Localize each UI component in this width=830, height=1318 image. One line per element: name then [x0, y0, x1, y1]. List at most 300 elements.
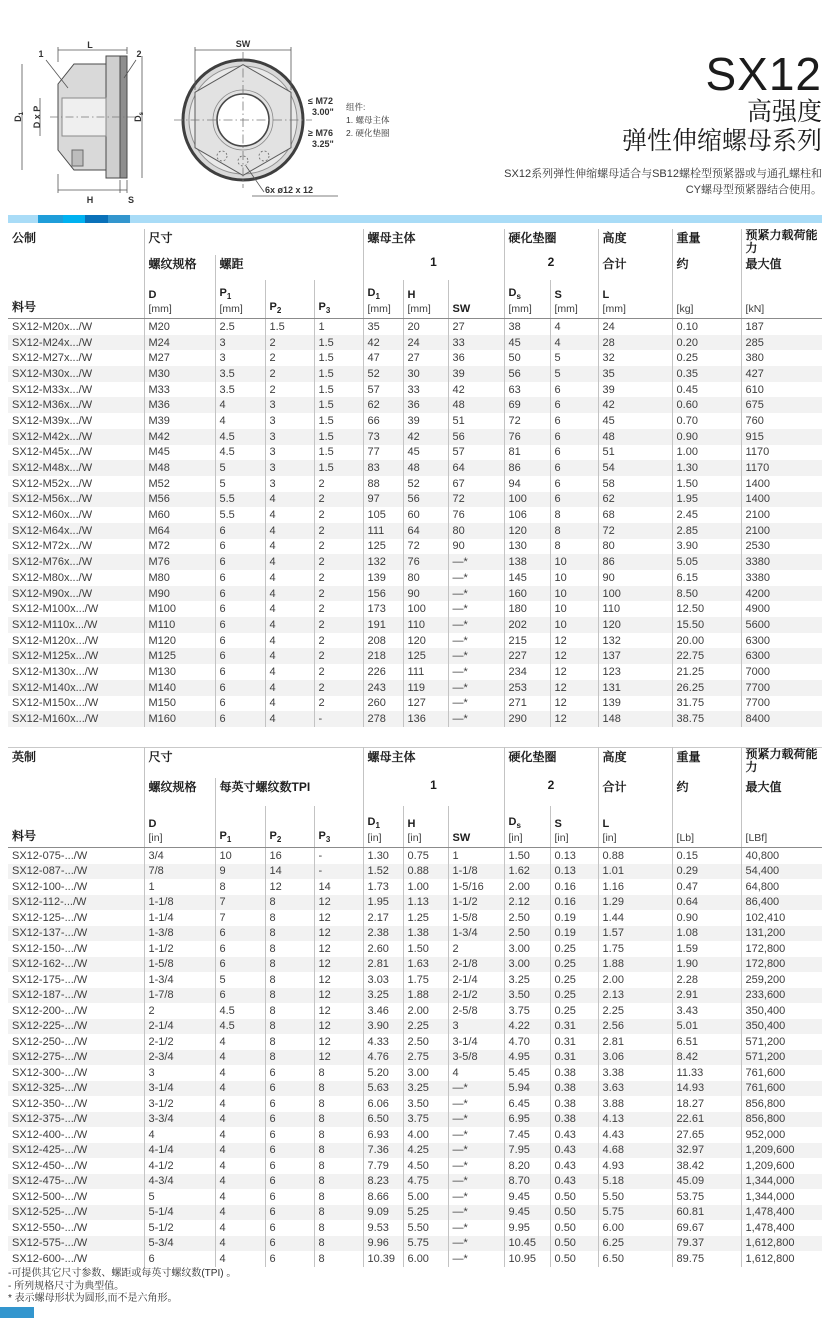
table-cell: 50 [504, 350, 550, 366]
table-cell: —* [448, 1158, 504, 1174]
table-cell: 131,200 [741, 926, 822, 942]
table-cell: 4.5 [215, 1019, 265, 1035]
table-cell: 6.95 [504, 1112, 550, 1128]
table-row [8, 492, 822, 508]
table-cell: 20.00 [672, 633, 741, 649]
table-cell: 3.46 [363, 1003, 403, 1019]
table-cell: 6.00 [403, 1251, 448, 1267]
table-cell: 3 [265, 429, 314, 445]
column-header: L [mm] [598, 280, 672, 319]
table-cell: 3 [265, 397, 314, 413]
table-cell: 2530 [741, 539, 822, 555]
table-cell: 119 [403, 680, 448, 696]
part-number-cell: SX12-M130x.../W [12, 665, 99, 678]
table-cell: 2 [314, 601, 363, 617]
part-number-cell: SX12-087-.../W [12, 865, 88, 878]
table-cell: 2.50 [403, 1034, 448, 1050]
table-cell: 4 [265, 523, 314, 539]
table-cell: 1.13 [403, 895, 448, 911]
table-cell: 4 [265, 492, 314, 508]
table-cell: 8.50 [672, 586, 741, 602]
part-number-cell: SX12-M33x.../W [12, 383, 93, 396]
part-number-cell: SX12-550-.../W [12, 1221, 88, 1234]
table-cell: 6300 [741, 633, 822, 649]
table-cell: 259,200 [741, 972, 822, 988]
part-number-cell: SX12-375-.../W [12, 1113, 88, 1126]
table-cell: 12 [314, 988, 363, 1004]
table-cell: 4.68 [598, 1143, 672, 1159]
system-label: 公制 [12, 231, 37, 245]
table-cell: 53.75 [672, 1189, 741, 1205]
table-cell: 4.93 [598, 1158, 672, 1174]
table-cell: —* [448, 648, 504, 664]
strip-segment [8, 215, 38, 223]
component-1-label: 1. 螺母主体 [346, 115, 390, 125]
part-number-cell: SX12-M90x.../W [12, 587, 93, 600]
table-row [8, 601, 822, 617]
table-cell: 2 [314, 492, 363, 508]
table-cell: 4.95 [504, 1050, 550, 1066]
table-cell: 0.43 [550, 1143, 598, 1159]
table-cell: 12 [314, 1034, 363, 1050]
table-cell: M52 [144, 476, 215, 492]
table-cell: 6 [550, 476, 598, 492]
table-cell: 760 [741, 413, 822, 429]
part-number-cell: SX12-M24x.../W [12, 336, 93, 349]
table-cell: 380 [741, 350, 822, 366]
table-cell: 40,800 [741, 848, 822, 864]
part-number-cell: SX12-M150x.../W [12, 697, 99, 710]
table-cell: 0.45 [672, 382, 741, 398]
table-cell: 0.31 [550, 1019, 598, 1035]
table-cell: 6 [265, 1158, 314, 1174]
table-cell: 2100 [741, 523, 822, 539]
table-cell: 2 [314, 539, 363, 555]
table-cell: 1 [144, 879, 215, 895]
table-cell: 12 [314, 972, 363, 988]
table-cell: 54,400 [741, 864, 822, 880]
part-number-cell: SX12-575-.../W [12, 1237, 88, 1250]
table-cell: 2-3/4 [144, 1050, 215, 1066]
table-cell: 1,209,600 [741, 1158, 822, 1174]
table-row [8, 648, 822, 664]
table-cell: 8 [265, 988, 314, 1004]
table-cell: 5 [550, 366, 598, 382]
table-cell: 131 [598, 680, 672, 696]
table-cell: 10.45 [504, 1236, 550, 1252]
table-cell: 8 [314, 1158, 363, 1174]
table-cell: 6.50 [363, 1112, 403, 1128]
table-cell: 18.27 [672, 1096, 741, 1112]
table-cell: 4900 [741, 601, 822, 617]
table-cell: M150 [144, 696, 215, 712]
table-cell: 145 [504, 570, 550, 586]
table-cell: 52 [403, 476, 448, 492]
table-cell: 3 [448, 1019, 504, 1035]
table-cell: 6 [550, 413, 598, 429]
table-cell: 4 [265, 617, 314, 633]
table-cell: 8 [265, 957, 314, 973]
table-cell: 4 [265, 539, 314, 555]
table-cell: —* [448, 1174, 504, 1190]
part-number-cell: SX12-200-.../W [12, 1004, 88, 1017]
table-cell: 0.25 [550, 988, 598, 1004]
dim-Ds-label: $D_s$ [133, 112, 145, 122]
table-cell: 10 [550, 554, 598, 570]
table-cell: 110 [598, 601, 672, 617]
table-cell: 1.75 [598, 941, 672, 957]
table-cell: 81 [504, 445, 550, 461]
table-cell: 4.5 [215, 429, 265, 445]
table-cell: 4 [215, 1251, 265, 1267]
part-number-cell: SX12-150-.../W [12, 942, 88, 955]
table-cell: 1.5 [314, 366, 363, 382]
callout-2: 2 [136, 49, 142, 59]
table-cell: 1.5 [314, 382, 363, 398]
table-cell: 60.81 [672, 1205, 741, 1221]
table-cell: 139 [363, 570, 403, 586]
table-cell: 234 [504, 664, 550, 680]
table-cell: 3.00 [504, 941, 550, 957]
table-row [8, 413, 822, 429]
table-cell: —* [448, 1236, 504, 1252]
table-cell: 5.94 [504, 1081, 550, 1097]
table-cell: 1.63 [403, 957, 448, 973]
part-number-header: 料号 [8, 806, 144, 848]
table-cell: 2.00 [598, 972, 672, 988]
table-cell: 2 [314, 664, 363, 680]
table-cell: 12 [550, 696, 598, 712]
table-cell: 32.97 [672, 1143, 741, 1159]
table-cell: 3 [265, 413, 314, 429]
table-cell: 1.08 [672, 926, 741, 942]
table-cell: 2-1/2 [144, 1034, 215, 1050]
table-cell: 7.45 [504, 1127, 550, 1143]
table-cell: 6 [265, 1236, 314, 1252]
table-cell: 3.75 [504, 1003, 550, 1019]
subgroup-preload-max: 最大值 [741, 255, 822, 280]
table-cell: 1.5 [314, 445, 363, 461]
table-cell: 47 [363, 350, 403, 366]
table-cell: 2.5 [215, 319, 265, 335]
table-cell: 0.25 [550, 972, 598, 988]
table-cell: 3-3/4 [144, 1112, 215, 1128]
table-cell: 8.66 [363, 1189, 403, 1205]
table-cell: 6 [215, 570, 265, 586]
table-cell: 1.00 [672, 445, 741, 461]
table-row [8, 460, 822, 476]
subgroup-washer-number: 2 [504, 778, 598, 806]
table-cell: 80 [598, 539, 672, 555]
table-cell: 22.61 [672, 1112, 741, 1128]
table-cell: 0.31 [550, 1050, 598, 1066]
subtitle-line2: 弹性伸缩螺母系列 [621, 127, 822, 155]
table-cell: 33 [403, 382, 448, 398]
table-cell: 8 [314, 1220, 363, 1236]
table-cell: 1,209,600 [741, 1143, 822, 1159]
column-header: [LBf] [741, 806, 822, 848]
table-cell: 0.20 [672, 335, 741, 351]
size-note-le: ≤ M72 [308, 96, 333, 106]
table-cell: 106 [504, 507, 550, 523]
table-cell: 0.19 [550, 926, 598, 942]
table-cell: 0.43 [550, 1127, 598, 1143]
table-cell: 72 [598, 523, 672, 539]
table-row [8, 957, 822, 973]
table-cell: 4.50 [403, 1158, 448, 1174]
table-cell: 48 [403, 460, 448, 476]
table-cell: 64 [403, 523, 448, 539]
table-cell: 2.12 [504, 895, 550, 911]
table-cell: 80 [403, 570, 448, 586]
group-hardened-washer: 硬化垫圈 [504, 748, 598, 779]
table-cell: 9.96 [363, 1236, 403, 1252]
table-cell: M100 [144, 601, 215, 617]
table-cell: 7.95 [504, 1143, 550, 1159]
table-cell: 6 [215, 586, 265, 602]
table-cell: 15.50 [672, 617, 741, 633]
table-cell: 4 [215, 1143, 265, 1159]
table-cell: 5.50 [403, 1220, 448, 1236]
table-cell: 0.43 [550, 1158, 598, 1174]
table-cell: 2-1/8 [448, 957, 504, 973]
table-cell: 610 [741, 382, 822, 398]
table-cell: 51 [448, 413, 504, 429]
table-cell: 3.25 [403, 1081, 448, 1097]
table-cell: 1170 [741, 445, 822, 461]
table-cell: 14 [314, 879, 363, 895]
column-header: $P_2$ [265, 806, 314, 848]
part-number-cell: SX12-300-.../W [12, 1066, 88, 1079]
table-cell: —* [448, 1096, 504, 1112]
table-cell: 6 [265, 1096, 314, 1112]
table-cell: M110 [144, 617, 215, 633]
table-cell: M80 [144, 570, 215, 586]
table-cell: 120 [504, 523, 550, 539]
table-cell: 4 [215, 1205, 265, 1221]
table-cell: 9 [215, 864, 265, 880]
table-cell: 1-5/16 [448, 879, 504, 895]
table-cell: 202 [504, 617, 550, 633]
group-nut-body: 螺母主体 [363, 748, 504, 779]
table-cell: 6 [215, 926, 265, 942]
table-cell: 12 [314, 1050, 363, 1066]
table-cell: 4.76 [363, 1050, 403, 1066]
strip-segment [38, 215, 63, 223]
footnote: * 表示螺母形状为圆形,而不是六角形。 [8, 1293, 178, 1304]
table-cell: —* [448, 1220, 504, 1236]
table-cell: 6 [215, 941, 265, 957]
table-cell: 0.13 [550, 864, 598, 880]
table-cell: 57 [448, 445, 504, 461]
table-cell: 5.5 [215, 507, 265, 523]
table-cell: 3380 [741, 554, 822, 570]
column-header: $D_s$ [in] [504, 806, 550, 848]
part-number-cell: SX12-M120x.../W [12, 634, 99, 647]
table-cell: 4.13 [598, 1112, 672, 1128]
table-cell: M39 [144, 413, 215, 429]
table-cell: 6 [215, 539, 265, 555]
table-cell: 1 [314, 319, 363, 335]
table-cell: 86,400 [741, 895, 822, 911]
table-cell: 218 [363, 648, 403, 664]
table-cell: 94 [504, 476, 550, 492]
table-cell: 0.25 [550, 941, 598, 957]
table-cell: 12 [314, 941, 363, 957]
table-cell: 3.5 [215, 366, 265, 382]
table-cell: 5-1/4 [144, 1205, 215, 1221]
part-number-cell: SX12-100-.../W [12, 880, 88, 893]
part-number-cell: SX12-112-.../W [12, 896, 87, 909]
table-cell: 2.81 [363, 957, 403, 973]
table-cell: 132 [363, 554, 403, 570]
table-cell: 0.13 [550, 848, 598, 864]
table-cell: 72 [504, 413, 550, 429]
part-number-cell: SX12-M160x.../W [12, 713, 99, 726]
table-row [8, 539, 822, 555]
header-spacer [8, 255, 144, 280]
table-cell: 10 [215, 848, 265, 864]
table-cell: 5-3/4 [144, 1236, 215, 1252]
table-cell: 4 [215, 1236, 265, 1252]
table-cell: 2 [314, 554, 363, 570]
table-cell: 42 [403, 429, 448, 445]
table-cell: 8 [550, 539, 598, 555]
table-cell: 1-5/8 [448, 910, 504, 926]
column-header: $P_1$ [215, 806, 265, 848]
subgroup-preload-max: 最大值 [741, 778, 822, 806]
table-cell: 4.5 [215, 445, 265, 461]
table-row [8, 429, 822, 445]
table-cell: 8 [265, 1019, 314, 1035]
table-cell: 72 [448, 492, 504, 508]
description-line2: CY螺母型预紧器结合使用。 [685, 184, 822, 196]
part-number-header: 料号 [8, 280, 144, 319]
table-cell: 45 [598, 413, 672, 429]
table-cell: 1,478,400 [741, 1205, 822, 1221]
table-cell: 76 [403, 554, 448, 570]
table-cell: 48 [448, 397, 504, 413]
metric-table [8, 229, 822, 727]
table-cell: 0.25 [672, 350, 741, 366]
subgroup-pitch: 每英寸螺纹数TPI [215, 778, 363, 806]
table-cell: 4 [215, 1158, 265, 1174]
table-cell: 571,200 [741, 1050, 822, 1066]
table-cell: 8 [314, 1251, 363, 1267]
table-row [8, 1205, 822, 1221]
part-number-cell: SX12-M36x.../W [12, 399, 93, 412]
table-cell: 89.75 [672, 1251, 741, 1267]
table-cell: M125 [144, 648, 215, 664]
table-cell: 5 [215, 972, 265, 988]
table-cell: 5.00 [403, 1189, 448, 1205]
dim-H-label: H [86, 195, 94, 205]
table-cell: 12 [265, 879, 314, 895]
table-row [8, 523, 822, 539]
table-cell: 3 [265, 445, 314, 461]
dim-D1-label: $D_1$ [13, 112, 25, 122]
dim-SW-label: SW [235, 40, 251, 49]
table-cell: 215 [504, 633, 550, 649]
table-cell: 3-1/2 [144, 1096, 215, 1112]
part-number-cell: SX12-400-.../W [12, 1128, 88, 1141]
table-cell: 4 [265, 664, 314, 680]
group-preload-capacity: 预紧力载荷能力 [741, 748, 822, 779]
column-header: $P_3$ [314, 280, 363, 319]
table-cell: 1.50 [504, 848, 550, 864]
table-cell: 2 [314, 617, 363, 633]
table-cell: 271 [504, 696, 550, 712]
group-dimensions: 尺寸 [144, 748, 363, 779]
part-number-cell: SX12-350-.../W [12, 1097, 88, 1110]
part-number-cell: SX12-M80x.../W [12, 571, 93, 584]
table-cell: 8 [314, 1236, 363, 1252]
table-cell: 7.79 [363, 1158, 403, 1174]
table-cell: 8.42 [672, 1050, 741, 1066]
table-cell: 4.5 [215, 1003, 265, 1019]
table-cell: 2 [314, 523, 363, 539]
table-cell: 5 [215, 460, 265, 476]
title-block [504, 50, 822, 198]
table-cell: —* [448, 570, 504, 586]
table-cell: 4 [448, 1065, 504, 1081]
table-cell: 4 [215, 1050, 265, 1066]
part-number-cell: SX12-M60x.../W [12, 509, 93, 522]
table-cell: 0.38 [550, 1065, 598, 1081]
table-cell: 39 [403, 413, 448, 429]
table-row [8, 696, 822, 712]
table-cell: 27 [448, 319, 504, 335]
table-cell: 3.75 [403, 1112, 448, 1128]
table-cell: 1.5 [314, 413, 363, 429]
table-row [8, 1127, 822, 1143]
table-cell: 6 [265, 1205, 314, 1221]
table-cell: 14.93 [672, 1081, 741, 1097]
table-cell: 136 [403, 711, 448, 727]
table-cell: 12 [550, 664, 598, 680]
table-cell: 8 [314, 1112, 363, 1128]
table-cell: 6 [215, 696, 265, 712]
table-cell: 12 [314, 910, 363, 926]
subgroup-pitch: 螺距 [215, 255, 363, 280]
table-cell: 0.50 [550, 1220, 598, 1236]
table-cell: 2 [314, 586, 363, 602]
table-cell: 4 [265, 507, 314, 523]
table-cell: —* [448, 1251, 504, 1267]
table-row [8, 1081, 822, 1097]
column-header: $P_1$ [mm] [215, 280, 265, 319]
table-cell: 172,800 [741, 941, 822, 957]
table-cell: 4.75 [403, 1174, 448, 1190]
table-row [8, 895, 822, 911]
table-cell: M42 [144, 429, 215, 445]
table-cell: 8 [265, 1003, 314, 1019]
table-cell: 90 [403, 586, 448, 602]
table-cell: 173 [363, 601, 403, 617]
part-number-cell: SX12-225-.../W [12, 1020, 88, 1033]
table-cell: 7700 [741, 696, 822, 712]
table-cell: 8 [314, 1189, 363, 1205]
table-cell: 2.85 [672, 523, 741, 539]
table-cell: 243 [363, 680, 403, 696]
table-cell: 6 [215, 633, 265, 649]
table-cell: 130 [504, 539, 550, 555]
table-cell: 67 [448, 476, 504, 492]
table-cell: 1.59 [672, 941, 741, 957]
component-2-label: 2. 硬化垫圈 [346, 128, 390, 138]
table-row [8, 397, 822, 413]
table-cell: 1.44 [598, 910, 672, 926]
